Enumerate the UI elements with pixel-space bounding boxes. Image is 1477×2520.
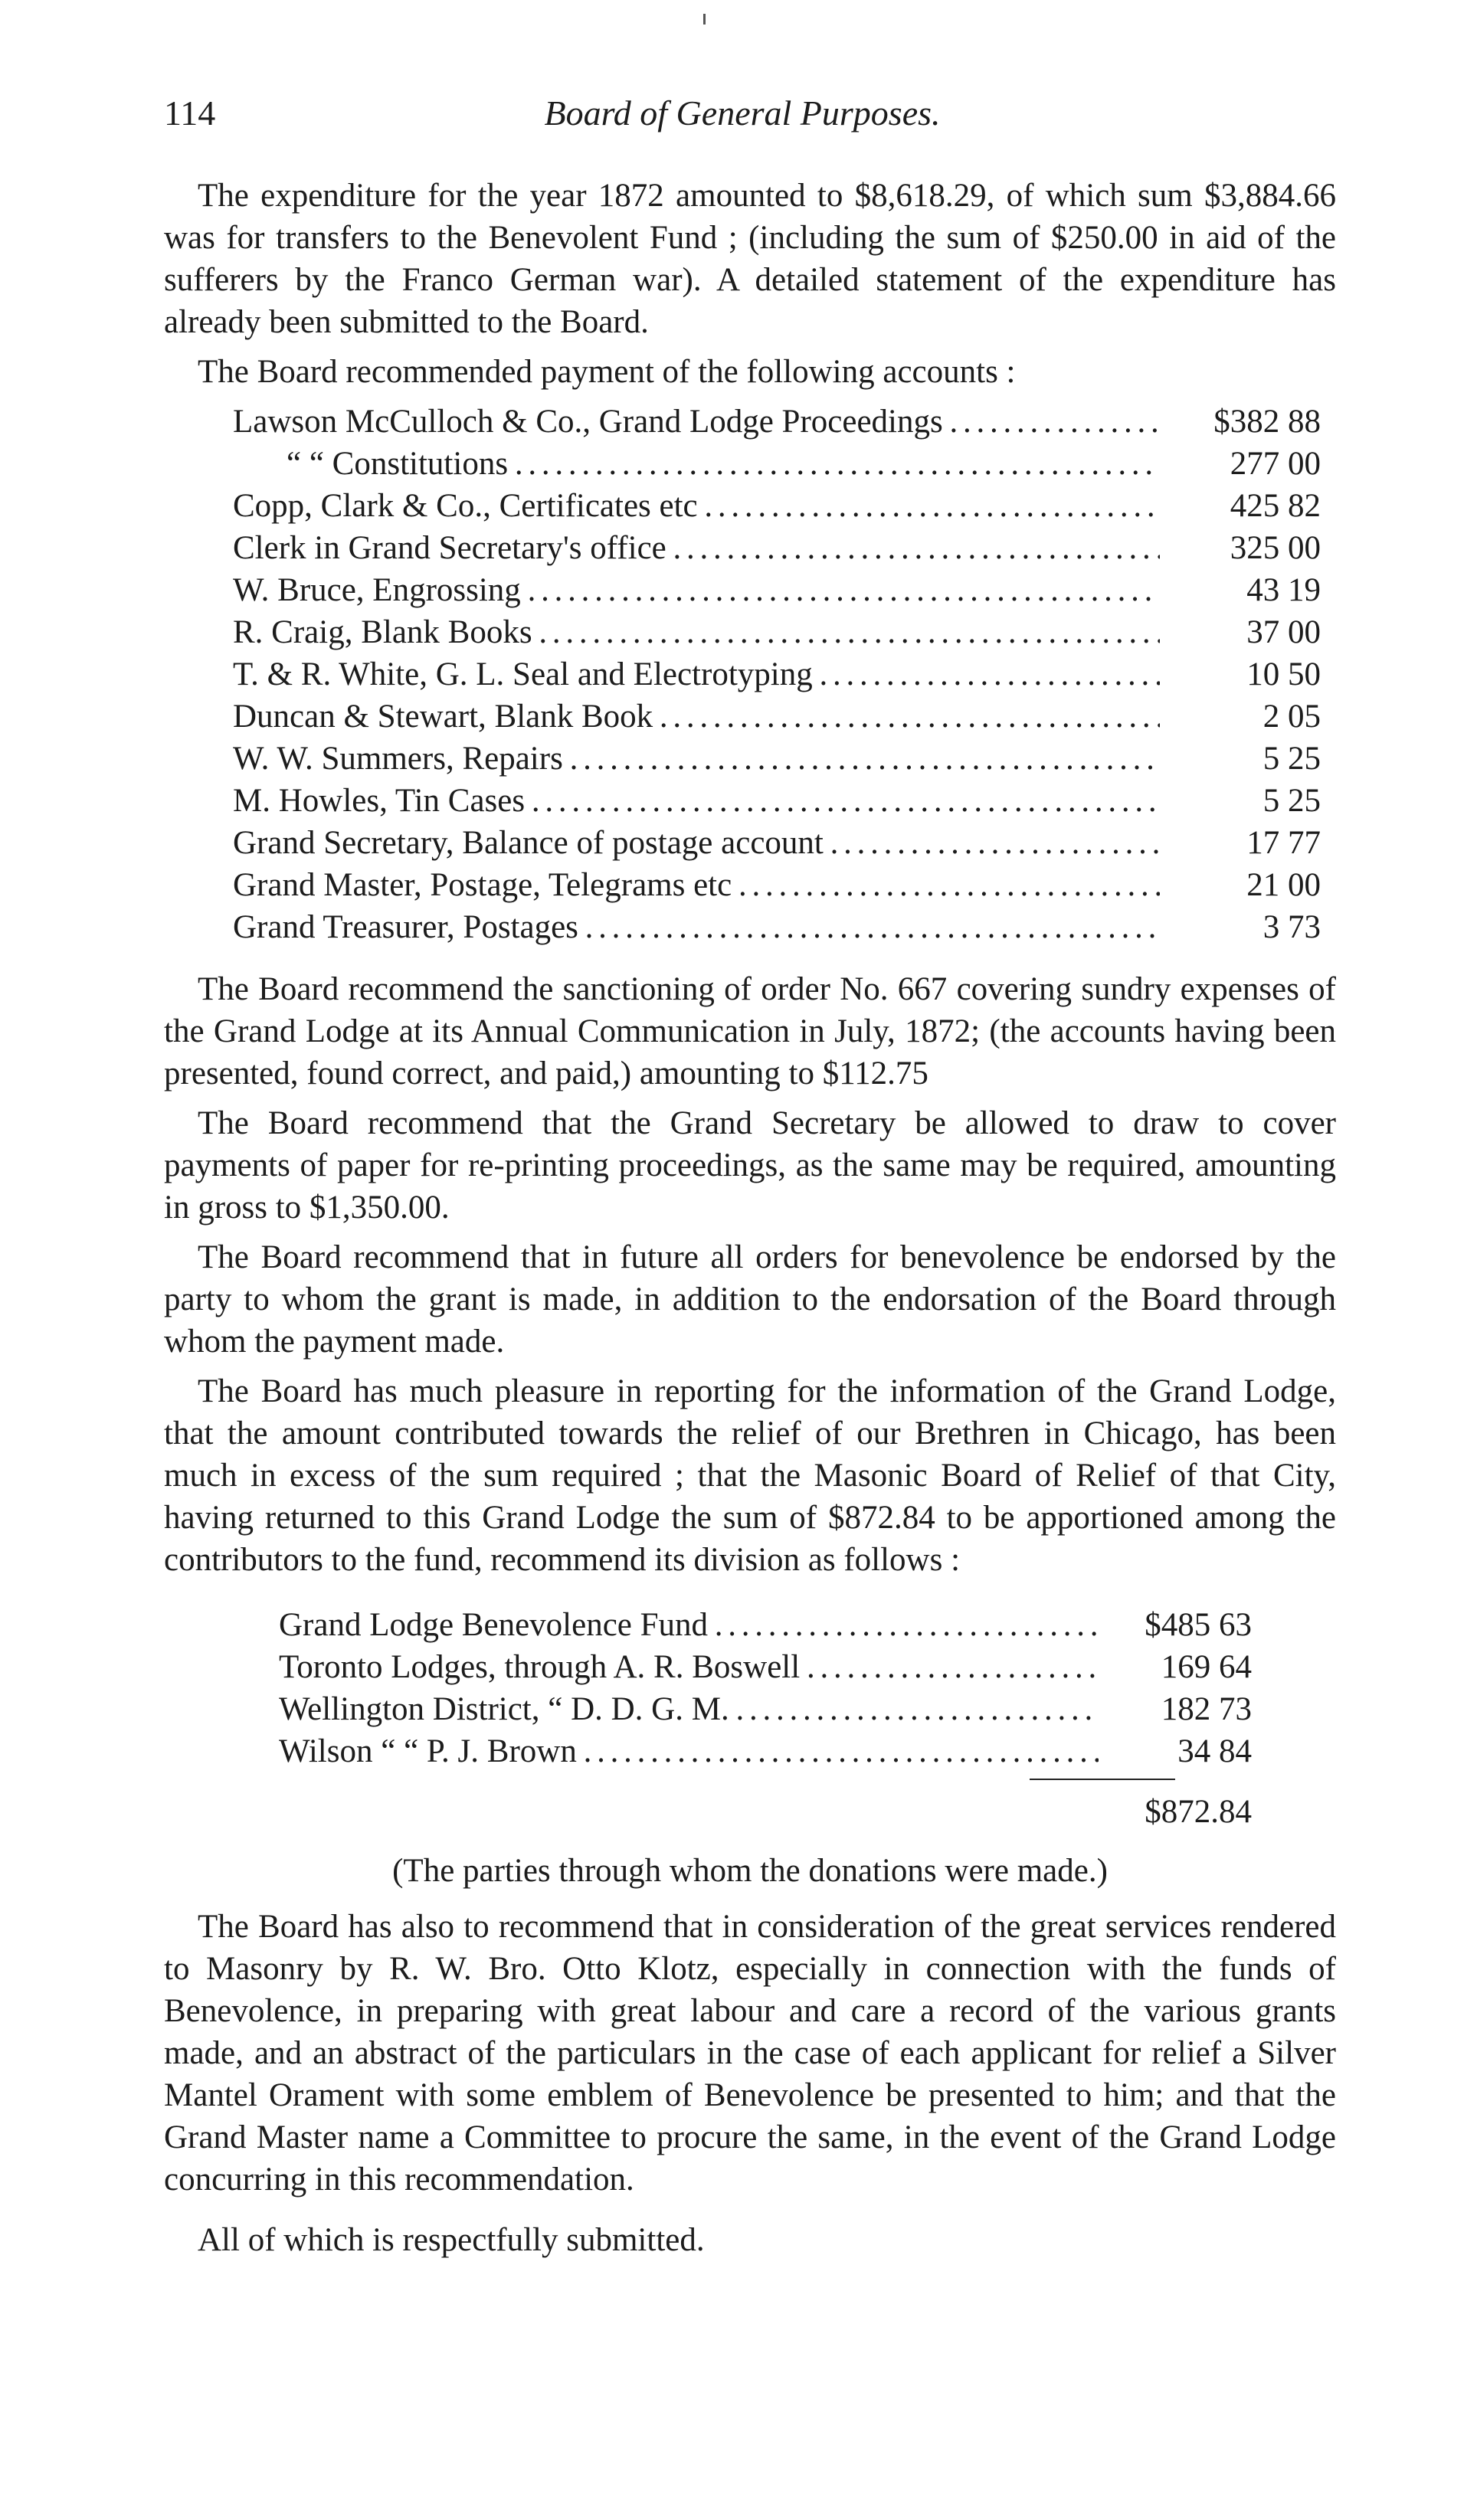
account-description: W. W. Summers, Repairs . . . [233, 738, 1160, 780]
division-amount: $485 63 [1145, 1607, 1252, 1643]
account-row [233, 864, 1321, 906]
account-amount: 5 25 [1262, 741, 1321, 777]
division-amount: 182 73 [1161, 1691, 1252, 1727]
document-page [164, 92, 1336, 2261]
page-header [164, 92, 1336, 146]
division-row [279, 1688, 1252, 1730]
account-amount: $382 88 [1213, 404, 1321, 440]
account-row [233, 653, 1321, 695]
paragraph-expenditure: The expenditure for the year 1872 amounted to $8,618.29, of which sum $3,884.66 was for transfers to the Benevolent Fund ; (including the sum of $250.00 in aid of the sufferers by the Franco German war). A detailed statement of the expenditure has already been submitted to the Board. [164, 178, 1336, 340]
account-description: Duncan & Stewart, Blank Book . . . [233, 695, 1160, 738]
division-amount: 169 64 [1161, 1649, 1252, 1685]
account-row [233, 401, 1321, 443]
paragraph-reprinting: The Board recommend that the Grand Secretary be allowed to draw to cover payments of paper for re-printing proceedings, as the same may be required, amounting in gross to $1,350.00. [164, 1105, 1336, 1226]
account-description: W. Bruce, Engrossing . . . [233, 569, 1160, 611]
division-total: $872.84 [1145, 1794, 1252, 1830]
account-row [233, 485, 1321, 527]
account-description: Copp, Clark & Co., Certificates etc . . . [233, 485, 1160, 527]
account-amount: 425 82 [1230, 488, 1321, 524]
account-amount: 5 25 [1262, 783, 1321, 819]
account-description: Grand Treasurer, Postages . . . [233, 906, 1160, 948]
paragraph-accounts-intro: The Board recommended payment of the following accounts : [198, 354, 1016, 390]
account-amount: 277 00 [1230, 446, 1321, 482]
account-description: Lawson McCulloch & Co., Grand Lodge Proceedings . . . [233, 401, 1160, 443]
account-amount: 37 00 [1246, 614, 1321, 650]
account-row [233, 695, 1321, 738]
division-table [279, 1604, 1252, 1772]
account-description: R. Craig, Blank Books . . . [233, 611, 1160, 653]
account-description: Grand Secretary, Balance of postage account . . . [233, 822, 1160, 864]
account-amount: 21 00 [1246, 867, 1321, 903]
account-row [233, 527, 1321, 569]
account-amount: 17 77 [1246, 825, 1321, 861]
account-description: “ “ Constitutions . . . [233, 443, 1160, 485]
account-row [233, 443, 1321, 485]
account-row [233, 822, 1321, 864]
account-amount: 43 19 [1246, 572, 1321, 608]
page-number: 114 [164, 93, 216, 133]
print-mark [703, 14, 706, 25]
account-description: M. Howles, Tin Cases . . . [233, 780, 1160, 822]
account-row [233, 738, 1321, 780]
total-rule [1030, 1779, 1175, 1780]
account-amount: 10 50 [1246, 656, 1321, 692]
division-description: Toronto Lodges, through A. R. Boswell . . . [279, 1646, 1099, 1688]
account-row [233, 569, 1321, 611]
account-description: T. & R. White, G. L. Seal and Electrotyping . . . [233, 653, 1160, 695]
account-row [233, 611, 1321, 653]
account-row [233, 780, 1321, 822]
account-amount: 325 00 [1230, 530, 1321, 566]
account-amount: 2 05 [1262, 699, 1321, 735]
division-description: Wellington District, “ D. D. G. M. . . . [279, 1688, 1099, 1730]
division-row [279, 1604, 1252, 1646]
running-title: Board of General Purposes. [544, 93, 941, 133]
account-description: Clerk in Grand Secretary's office . . . [233, 527, 1160, 569]
division-amount: 34 84 [1177, 1733, 1252, 1769]
account-row [233, 906, 1321, 948]
division-row [279, 1730, 1252, 1772]
division-description: Wilson “ “ P. J. Brown . . . [279, 1730, 1099, 1772]
accounts-table [233, 401, 1321, 948]
division-caption: (The parties through whom the donations were made.) [392, 1853, 1108, 1889]
paragraph-otto-klotz: The Board has also to recommend that in consideration of the great services rendered to Masonry by R. W. Bro. Otto Klotz, especially in connection with the funds of Benevolence, in preparing with great labour and care a record of the various grants made, and an abstract of the particulars in the case of each applicant for relief a Silver Mantel Orament with some emblem of Benevolence be presented to him; and that the Grand Master name a Committee to procure the same, in the event of the Grand Lodge concurring in this recommendation. [164, 1909, 1336, 2198]
paragraph-order-667: The Board recommend the sanctioning of order No. 667 covering sundry expenses of the Grand Lodge at its Annual Communication in July, 1872; (the accounts having been presented, found correct, and paid,) amounting to $112.75 [164, 971, 1336, 1091]
paragraph-benevolence-orders: The Board recommend that in future all orders for benevolence be endorsed by the party to whom the grant is made, in addition to the endorsation of the Board through whom the payment made. [164, 1239, 1336, 1360]
division-row [279, 1646, 1252, 1688]
division-description: Grand Lodge Benevolence Fund . . . [279, 1604, 1099, 1646]
account-description: Grand Master, Postage, Telegrams etc . . . [233, 864, 1160, 906]
account-amount: 3 73 [1262, 909, 1321, 945]
closing-line: All of which is respectfully submitted. [198, 2222, 705, 2258]
paragraph-chicago-relief: The Board has much pleasure in reporting for the information of the Grand Lodge, that the amount contributed towards the relief of our Brethren in Chicago, has been much in excess of the sum required ; that the Masonic Board of Relief of that City, having returned to this Grand Lodge the sum of $872.84 to be apportioned among the contributors to the fund, recommend its division as follows : [164, 1373, 1336, 1578]
